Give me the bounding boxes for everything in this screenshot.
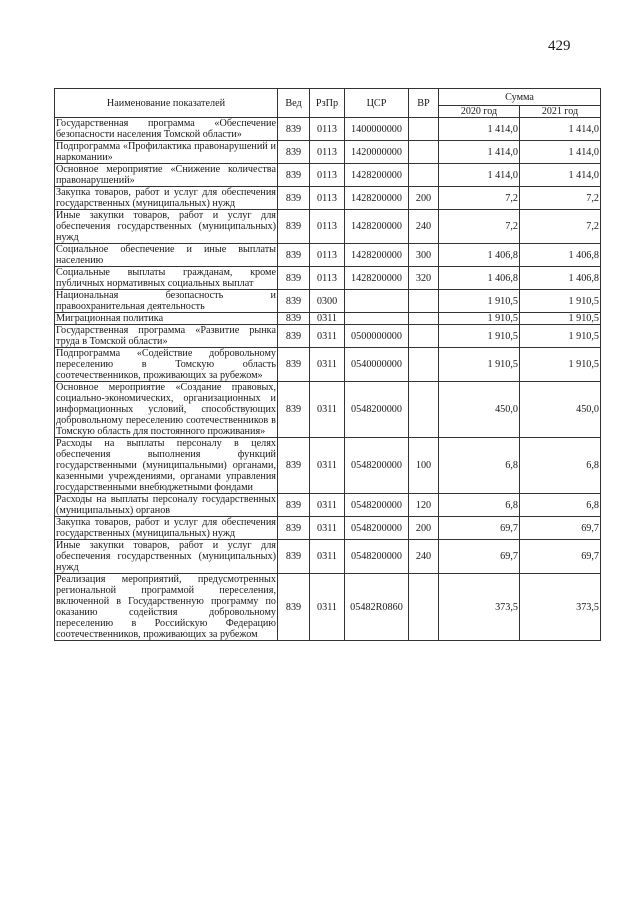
row-name: Основное мероприятие «Создание правовых, социально-экономических, организационных и информационных условий, способствующих добровольному переселению соотечественников в Томскую область для постоянного проживания»: [56, 382, 276, 437]
row-vr: 200: [409, 187, 439, 210]
page-number: 429: [548, 38, 571, 54]
budget-table: [54, 88, 601, 641]
row-sum-2021: 450,0: [520, 382, 601, 438]
row-rzpr: 0311: [310, 517, 345, 540]
row-sum-2021: 69,7: [520, 517, 601, 540]
row-sum-2021: 6,8: [520, 438, 601, 494]
row-vr: [409, 348, 439, 382]
row-ved: 839: [278, 494, 310, 517]
table-row: [55, 267, 601, 290]
row-rzpr: 0311: [310, 494, 345, 517]
row-vr: [409, 325, 439, 348]
row-sum-2020: 1 910,5: [439, 348, 520, 382]
row-ved: 839: [278, 187, 310, 210]
row-sum-2021: 7,2: [520, 187, 601, 210]
row-ved: 839: [278, 164, 310, 187]
row-vr: 100: [409, 438, 439, 494]
row-csr: [345, 313, 409, 325]
row-ved: 839: [278, 325, 310, 348]
row-csr: 1428200000: [345, 164, 409, 187]
row-rzpr: 0311: [310, 540, 345, 574]
row-name: Основное мероприятие «Снижение количества правонарушений»: [56, 164, 276, 186]
row-sum-2021: 1 414,0: [520, 164, 601, 187]
row-ved: 839: [278, 348, 310, 382]
row-sum-2021: 1 414,0: [520, 118, 601, 141]
row-rzpr: 0311: [310, 325, 345, 348]
table-row: [55, 210, 601, 244]
row-sum-2021: 69,7: [520, 540, 601, 574]
row-csr: 1428200000: [345, 267, 409, 290]
row-name: Национальная безопасность и правоохранительная деятельность: [56, 290, 276, 312]
row-sum-2021: 1 910,5: [520, 313, 601, 325]
row-rzpr: 0113: [310, 267, 345, 290]
row-name: Иные закупки товаров, работ и услуг для обеспечения государственных (муниципальных) нужд: [56, 540, 276, 573]
row-name: Реализация мероприятий, предусмотренных региональной программой переселения, включенной в Государственную программу по оказанию содействия добровольному переселению в Российскую Федерацию соотечественников, проживающих за рубежом: [56, 574, 276, 640]
row-vr: [409, 574, 439, 641]
row-ved: 839: [278, 382, 310, 438]
row-csr: 0548200000: [345, 517, 409, 540]
row-ved: 839: [278, 290, 310, 313]
table-row: [55, 382, 601, 438]
row-rzpr: 0113: [310, 210, 345, 244]
row-csr: 1400000000: [345, 118, 409, 141]
row-csr: 0548200000: [345, 494, 409, 517]
row-rzpr: 0300: [310, 290, 345, 313]
row-name: Подпрограмма «Профилактика правонарушений и наркомании»: [56, 141, 276, 163]
table-row: [55, 141, 601, 164]
row-rzpr: 0113: [310, 244, 345, 267]
header-vr: ВР: [409, 89, 439, 118]
row-name: Иные закупки товаров, работ и услуг для обеспечения государственных (муниципальных) нужд: [56, 210, 276, 243]
table-row: [55, 244, 601, 267]
row-rzpr: 0311: [310, 438, 345, 494]
row-sum-2020: 6,8: [439, 438, 520, 494]
row-sum-2020: 69,7: [439, 517, 520, 540]
row-name: Государственная программа «Обеспечение безопасности населения Томской области»: [56, 118, 276, 140]
row-csr: 0548200000: [345, 540, 409, 574]
table-row: [55, 438, 601, 494]
row-sum-2020: 7,2: [439, 210, 520, 244]
row-rzpr: 0311: [310, 313, 345, 325]
table-row: [55, 313, 601, 325]
row-rzpr: 0113: [310, 118, 345, 141]
header-year-2020: 2020 год: [439, 106, 520, 118]
row-ved: 839: [278, 540, 310, 574]
row-ved: 839: [278, 517, 310, 540]
row-vr: [409, 290, 439, 313]
header-ved: Вед: [278, 89, 310, 118]
row-ved: 839: [278, 141, 310, 164]
row-sum-2020: 1 406,8: [439, 267, 520, 290]
table-row: [55, 290, 601, 313]
row-name: Расходы на выплаты персоналу в целях обеспечения выполнения функций государственными (муниципальными) органами, казенными учреждениями, органами управления государственными внебюджетными фондами: [56, 438, 276, 493]
row-vr: [409, 382, 439, 438]
row-ved: 839: [278, 210, 310, 244]
row-sum-2020: 1 414,0: [439, 164, 520, 187]
table-row: [55, 517, 601, 540]
table-row: [55, 494, 601, 517]
row-name: Социальное обеспечение и иные выплаты населению: [56, 244, 276, 266]
row-ved: 839: [278, 438, 310, 494]
row-sum-2021: 1 414,0: [520, 141, 601, 164]
row-rzpr: 0113: [310, 187, 345, 210]
table-row: [55, 187, 601, 210]
row-sum-2020: 1 910,5: [439, 313, 520, 325]
row-csr: 05482R0860: [345, 574, 409, 641]
row-name: Закупка товаров, работ и услуг для обеспечения государственных (муниципальных) нужд: [56, 517, 276, 539]
row-sum-2020: 450,0: [439, 382, 520, 438]
row-name: Социальные выплаты гражданам, кроме публичных нормативных социальных выплат: [56, 267, 276, 289]
table-row: [55, 348, 601, 382]
row-rzpr: 0113: [310, 141, 345, 164]
row-vr: 240: [409, 210, 439, 244]
header-rzpr: РзПр: [310, 89, 345, 118]
header-year-2021: 2021 год: [520, 106, 601, 118]
row-sum-2020: 1 406,8: [439, 244, 520, 267]
row-sum-2021: 7,2: [520, 210, 601, 244]
row-vr: [409, 164, 439, 187]
table-row: [55, 118, 601, 141]
row-ved: 839: [278, 574, 310, 641]
row-csr: 0548200000: [345, 382, 409, 438]
row-csr: 1428200000: [345, 244, 409, 267]
table-row: [55, 540, 601, 574]
row-sum-2020: 7,2: [439, 187, 520, 210]
row-vr: 120: [409, 494, 439, 517]
table-row: [55, 164, 601, 187]
row-sum-2021: 1 406,8: [520, 267, 601, 290]
row-sum-2021: 1 910,5: [520, 325, 601, 348]
row-name: Государственная программа «Развитие рынка труда в Томской области»: [56, 325, 276, 347]
row-sum-2020: 1 414,0: [439, 118, 520, 141]
row-sum-2020: 1 910,5: [439, 290, 520, 313]
row-sum-2020: 1 910,5: [439, 325, 520, 348]
row-csr: 1428200000: [345, 187, 409, 210]
header-sum: Сумма: [439, 89, 601, 106]
row-vr: 320: [409, 267, 439, 290]
row-vr: 200: [409, 517, 439, 540]
row-vr: 240: [409, 540, 439, 574]
row-csr: 1420000000: [345, 141, 409, 164]
row-rzpr: 0311: [310, 382, 345, 438]
row-rzpr: 0311: [310, 348, 345, 382]
row-sum-2020: 69,7: [439, 540, 520, 574]
row-ved: 839: [278, 118, 310, 141]
row-name: Подпрограмма «Содействие добровольному переселению в Томскую область соотечественников, проживающих за рубежом»: [56, 348, 276, 381]
row-rzpr: 0311: [310, 574, 345, 641]
row-csr: 0548200000: [345, 438, 409, 494]
row-csr: 0500000000: [345, 325, 409, 348]
row-csr: 1428200000: [345, 210, 409, 244]
row-sum-2021: 373,5: [520, 574, 601, 641]
table-row: [55, 574, 601, 641]
row-ved: 839: [278, 267, 310, 290]
row-sum-2020: 373,5: [439, 574, 520, 641]
row-sum-2021: 1 910,5: [520, 290, 601, 313]
row-sum-2021: 6,8: [520, 494, 601, 517]
row-sum-2021: 1 910,5: [520, 348, 601, 382]
row-rzpr: 0113: [310, 164, 345, 187]
row-vr: 300: [409, 244, 439, 267]
header-name: Наименование показателей: [55, 89, 278, 118]
row-vr: [409, 313, 439, 325]
row-sum-2021: 1 406,8: [520, 244, 601, 267]
row-csr: [345, 290, 409, 313]
row-ved: 839: [278, 244, 310, 267]
table-row: [55, 325, 601, 348]
row-name: Закупка товаров, работ и услуг для обеспечения государственных (муниципальных) нужд: [56, 187, 276, 209]
row-ved: 839: [278, 313, 310, 325]
row-name: Расходы на выплаты персоналу государственных (муниципальных) органов: [56, 494, 276, 516]
row-sum-2020: 1 414,0: [439, 141, 520, 164]
row-csr: 0540000000: [345, 348, 409, 382]
row-sum-2020: 6,8: [439, 494, 520, 517]
row-vr: [409, 118, 439, 141]
header-csr: ЦСР: [345, 89, 409, 118]
row-name: Миграционная политика: [55, 313, 278, 325]
row-vr: [409, 141, 439, 164]
